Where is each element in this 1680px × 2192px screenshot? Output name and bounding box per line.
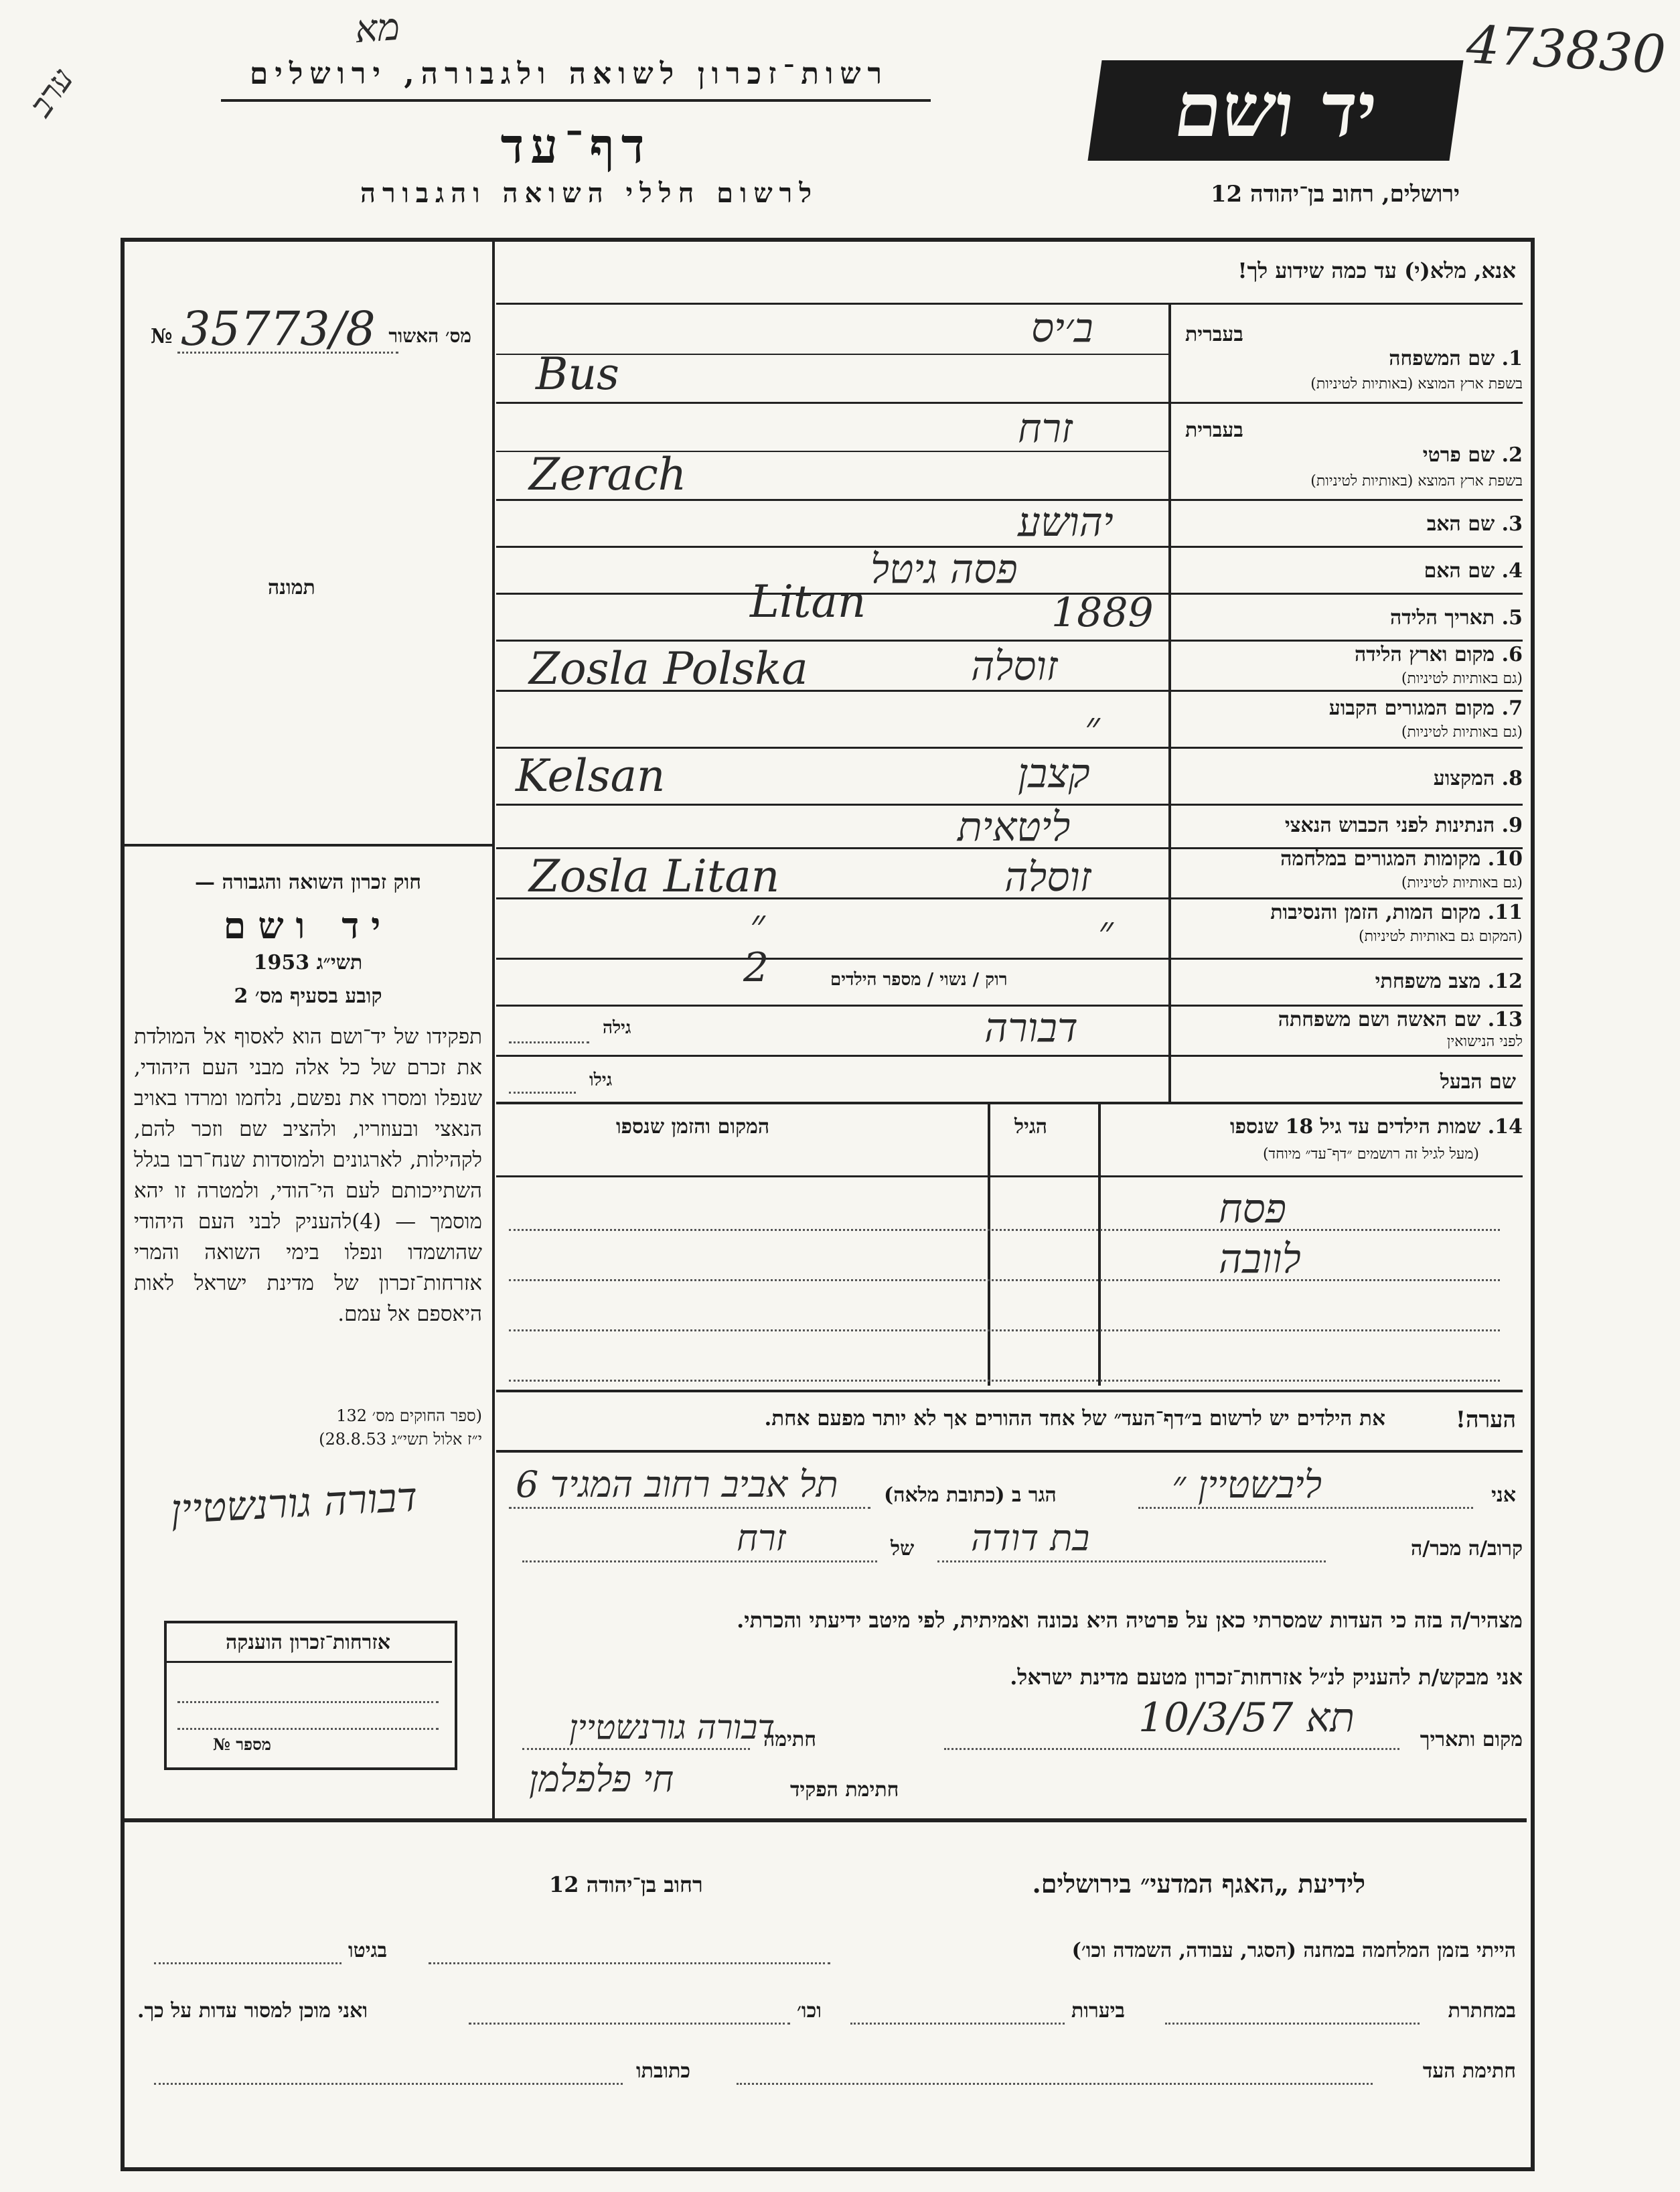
child-name-2[interactable]: לוובה	[1219, 1236, 1301, 1283]
declaration-text: מצהיר/ה בזה כי העדות שמסרתי כאן על פרטיה היא נכונה ואמיתית, לפי מיטב ידיעתי והכרתי.	[737, 1607, 1523, 1633]
witness-address-value[interactable]: תל אביב רחוב המגיד 6	[516, 1463, 838, 1506]
witness-signature-margin: דבורה גורנשטיין	[169, 1473, 419, 1534]
field-4-label: 4. שם האם	[1424, 559, 1523, 583]
request-text: אני מבקש/ת להעניק לנ״ל אזרחות־זכרון מטעם מדינת ישראל.	[1010, 1664, 1523, 1690]
her-age-label: גילה	[603, 1018, 631, 1038]
place-date-label: מקום ותאריך	[1420, 1728, 1523, 1751]
first-name-latin[interactable]: Zerach	[529, 449, 687, 500]
authority-line: רשות־זכרון לשואה ולגבורה, ירושלים	[249, 57, 889, 91]
field-8-label: 8. המקצוע	[1433, 767, 1523, 790]
law-year: תשי״ג 1953	[253, 951, 363, 974]
field-11-label: 11. מקום המות, הזמן והנסיבות	[1270, 901, 1523, 924]
footer-address-label: כתובתו	[636, 2059, 691, 2083]
footer-etc-label: וכו׳	[797, 1999, 822, 2023]
field-7-sub: (גם באותיות לטיניות)	[1401, 724, 1523, 741]
children-header: 14. שמות הילדים עד גיל 18 שנספו	[1229, 1115, 1523, 1139]
of-value[interactable]: זרח	[737, 1517, 786, 1559]
page-title: דף־עד	[500, 117, 652, 174]
birthplace-latin[interactable]: Zosla Polska	[529, 643, 808, 695]
field-7-label: 7. מקום המגורים הקבוע	[1328, 697, 1523, 720]
family-name-latin[interactable]: Bus	[536, 348, 619, 400]
witness-name-value[interactable]: ליבשטיין ״	[1172, 1463, 1322, 1507]
registration-label: מס׳ האשור	[388, 325, 471, 347]
mother-name-value[interactable]: פסה גיטל	[870, 546, 1018, 593]
father-name-value[interactable]: יהושע	[1018, 499, 1114, 546]
field-5-label: 5. תאריך הלידה	[1390, 606, 1523, 630]
field-11-sub: (המקום גם באותיות לטיניות)	[1359, 928, 1523, 945]
field-1-label: 1. שם המשפחה	[1389, 347, 1523, 370]
lives-at-label: הגר ב (כתובת מלאה)	[884, 1483, 1057, 1507]
nationality-value[interactable]: ליטאית	[958, 804, 1071, 851]
family-name-hebrew[interactable]: ב׳יס	[1031, 305, 1093, 352]
page-subtitle: לרשום חללי השואה והגבורה	[360, 177, 819, 209]
field-2-sub: בשפת ארץ המוצא (באותיות לטיניות)	[1310, 473, 1523, 490]
permanent-residence-value[interactable]: ״	[1085, 703, 1100, 750]
birth-date-value[interactable]: 1889	[1051, 589, 1154, 636]
footer-testimony-label: ואני מוכן למסור עדות על כך.	[137, 1999, 368, 2023]
death-circumstances-value[interactable]: ״	[750, 901, 765, 948]
husband-name-label: שם הבעל	[1440, 1070, 1516, 1094]
stamp-top: מא	[353, 5, 401, 52]
of-label: של	[891, 1537, 915, 1560]
law-name: יד ושם	[223, 904, 393, 947]
field-2-label: 2. שם פרטי	[1422, 443, 1523, 467]
registration-value[interactable]: 35773/8	[181, 301, 376, 356]
photo-label: תמונה	[268, 576, 315, 599]
field-3-label: 3. שם האב	[1426, 512, 1523, 536]
footer-camp-line: הייתי בזמן המלחמה במחנה (הסגר, עבודה, השמדה וכו׳)	[1071, 1939, 1516, 1962]
footer-address: רחוב בן־יהודה 12	[549, 1872, 703, 1897]
note-text: את הילדים יש לרשום ב״דף־העד״ של אחד ההורים אך לא יותר מפעם אחת.	[764, 1406, 1385, 1431]
birth-date-latin-note[interactable]: Litan	[750, 576, 866, 628]
family-status-options: רוק / נשוי / מספר הילדים	[830, 970, 1008, 990]
relative-label: קרוב/ה מכר/ה	[1411, 1537, 1523, 1560]
children-count-value[interactable]: 2	[743, 944, 769, 991]
footer-title: לידיעת „האגף המדעי״ בירושלים.	[1032, 1869, 1365, 1899]
footer-ghetto-label: בגיטו	[348, 1939, 388, 1962]
wartime-residence-hebrew[interactable]: זוסלה	[1004, 854, 1091, 901]
header-address: ירושלים, רחוב בן־יהודה 12	[1210, 181, 1460, 208]
field-1-sub: בשפת ארץ המוצא (באותיות לטיניות)	[1310, 376, 1523, 392]
registration-prefix: №	[151, 325, 173, 348]
i-label: אני	[1491, 1483, 1516, 1507]
signature-value[interactable]: דבורה גורנשטיין	[569, 1708, 775, 1747]
birthplace-hebrew[interactable]: זוסלה	[971, 643, 1058, 690]
yad-vashem-logo: יד ושם	[1087, 60, 1463, 161]
form-intro: אנא, מלא(י) עד כמה שידוע לך!	[1237, 258, 1516, 283]
death-place-value[interactable]: ״	[1098, 907, 1114, 954]
note-label: הערה!	[1456, 1406, 1516, 1433]
field-10-sub: (גם באותיות לטיניות)	[1401, 875, 1523, 891]
wife-name-value[interactable]: דבורה	[984, 1005, 1078, 1051]
in-hebrew-label-1: בעברית	[1185, 323, 1243, 346]
occupation-hebrew[interactable]: קצבן	[1018, 750, 1090, 797]
citizenship-box-title: אזרחות־זכרון הוענקה	[225, 1631, 391, 1654]
citizenship-box-number: מספר №	[212, 1735, 271, 1754]
law-text: תפקידו של יד־ושם הוא לאסוף אל המולדת את זכרם של כל אלה מבני העם היהודי, שנפלו ומסרו את נפשם, נלחמו ומרדו באויב הנאצי ובעוזריו, ולהציב שם וזכר להם, לקהילות, לארגונים ולמוסדות שנח־רבו בגלל השתייכותם לעם הי־הודי, ולמטרה זו יהא מוסמך — (4)להעניק לבני העם היהודי שהושמדו ונפלו בימי השואה והמרי אזרחות־זכרון של מדינת ישראל לאות היאספם אל עמם.	[134, 1025, 482, 1326]
law-clause: קובע בסעיף מס׳ 2	[234, 984, 382, 1008]
age-column-header: הגיל	[1014, 1115, 1048, 1139]
field-9-label: 9. הנתינות לפני הכבוש הנאצי	[1284, 814, 1523, 837]
field-6-sub: (גם באותיות לטיניות)	[1401, 670, 1523, 687]
field-12-label: 12. מצב משפחתי	[1375, 970, 1523, 993]
relation-value[interactable]: בת דודה	[971, 1517, 1090, 1559]
field-13-sub: לפני הנישואין	[1446, 1033, 1523, 1050]
law-ref-2: י״ז אלול תשי״ג 28.8.53)	[319, 1430, 482, 1449]
footer-witness-signature-label: חתימת העד	[1422, 2059, 1516, 2083]
footer-forests-label: ביערות	[1071, 1999, 1126, 2023]
child-name-1[interactable]: פסח	[1219, 1185, 1287, 1232]
occupation-latin[interactable]: Kelsan	[516, 750, 666, 802]
officer-signature-value[interactable]: חי פלפלמן	[529, 1758, 674, 1800]
first-name-hebrew[interactable]: זרח	[1018, 405, 1073, 452]
law-title: חוק זכרון השואה והגבורה —	[195, 871, 421, 894]
field-10-label: 10. מקומות המגורים במלחמה	[1280, 847, 1523, 871]
footer-underground-label: במחתרת	[1448, 1999, 1516, 2023]
in-hebrew-label-2: בעברית	[1185, 419, 1243, 442]
his-age-label: גילו	[589, 1070, 613, 1090]
law-ref-1: (ספר החוקים מס׳ 132	[336, 1406, 482, 1425]
officer-signature-label: חתימת הפקיד	[790, 1778, 899, 1802]
children-sub: (מעל לגיל זה רושמים ״דף־עד״ מיוחד)	[1262, 1146, 1479, 1163]
wartime-residence-latin[interactable]: Zosla Litan	[529, 851, 780, 902]
archive-number: 473830	[1464, 15, 1667, 86]
signature-label: חתימה	[763, 1728, 816, 1751]
place-date-value[interactable]: תא 10/3/57	[1138, 1694, 1355, 1741]
field-6-label: 6. מקום וארץ הלידה	[1354, 643, 1523, 666]
field-13-label: 13. שם האשה ושם משפחתה	[1278, 1008, 1523, 1031]
place-column-header: המקום והזמן שנספו	[616, 1115, 770, 1139]
corner-mark: ערב	[21, 61, 82, 124]
